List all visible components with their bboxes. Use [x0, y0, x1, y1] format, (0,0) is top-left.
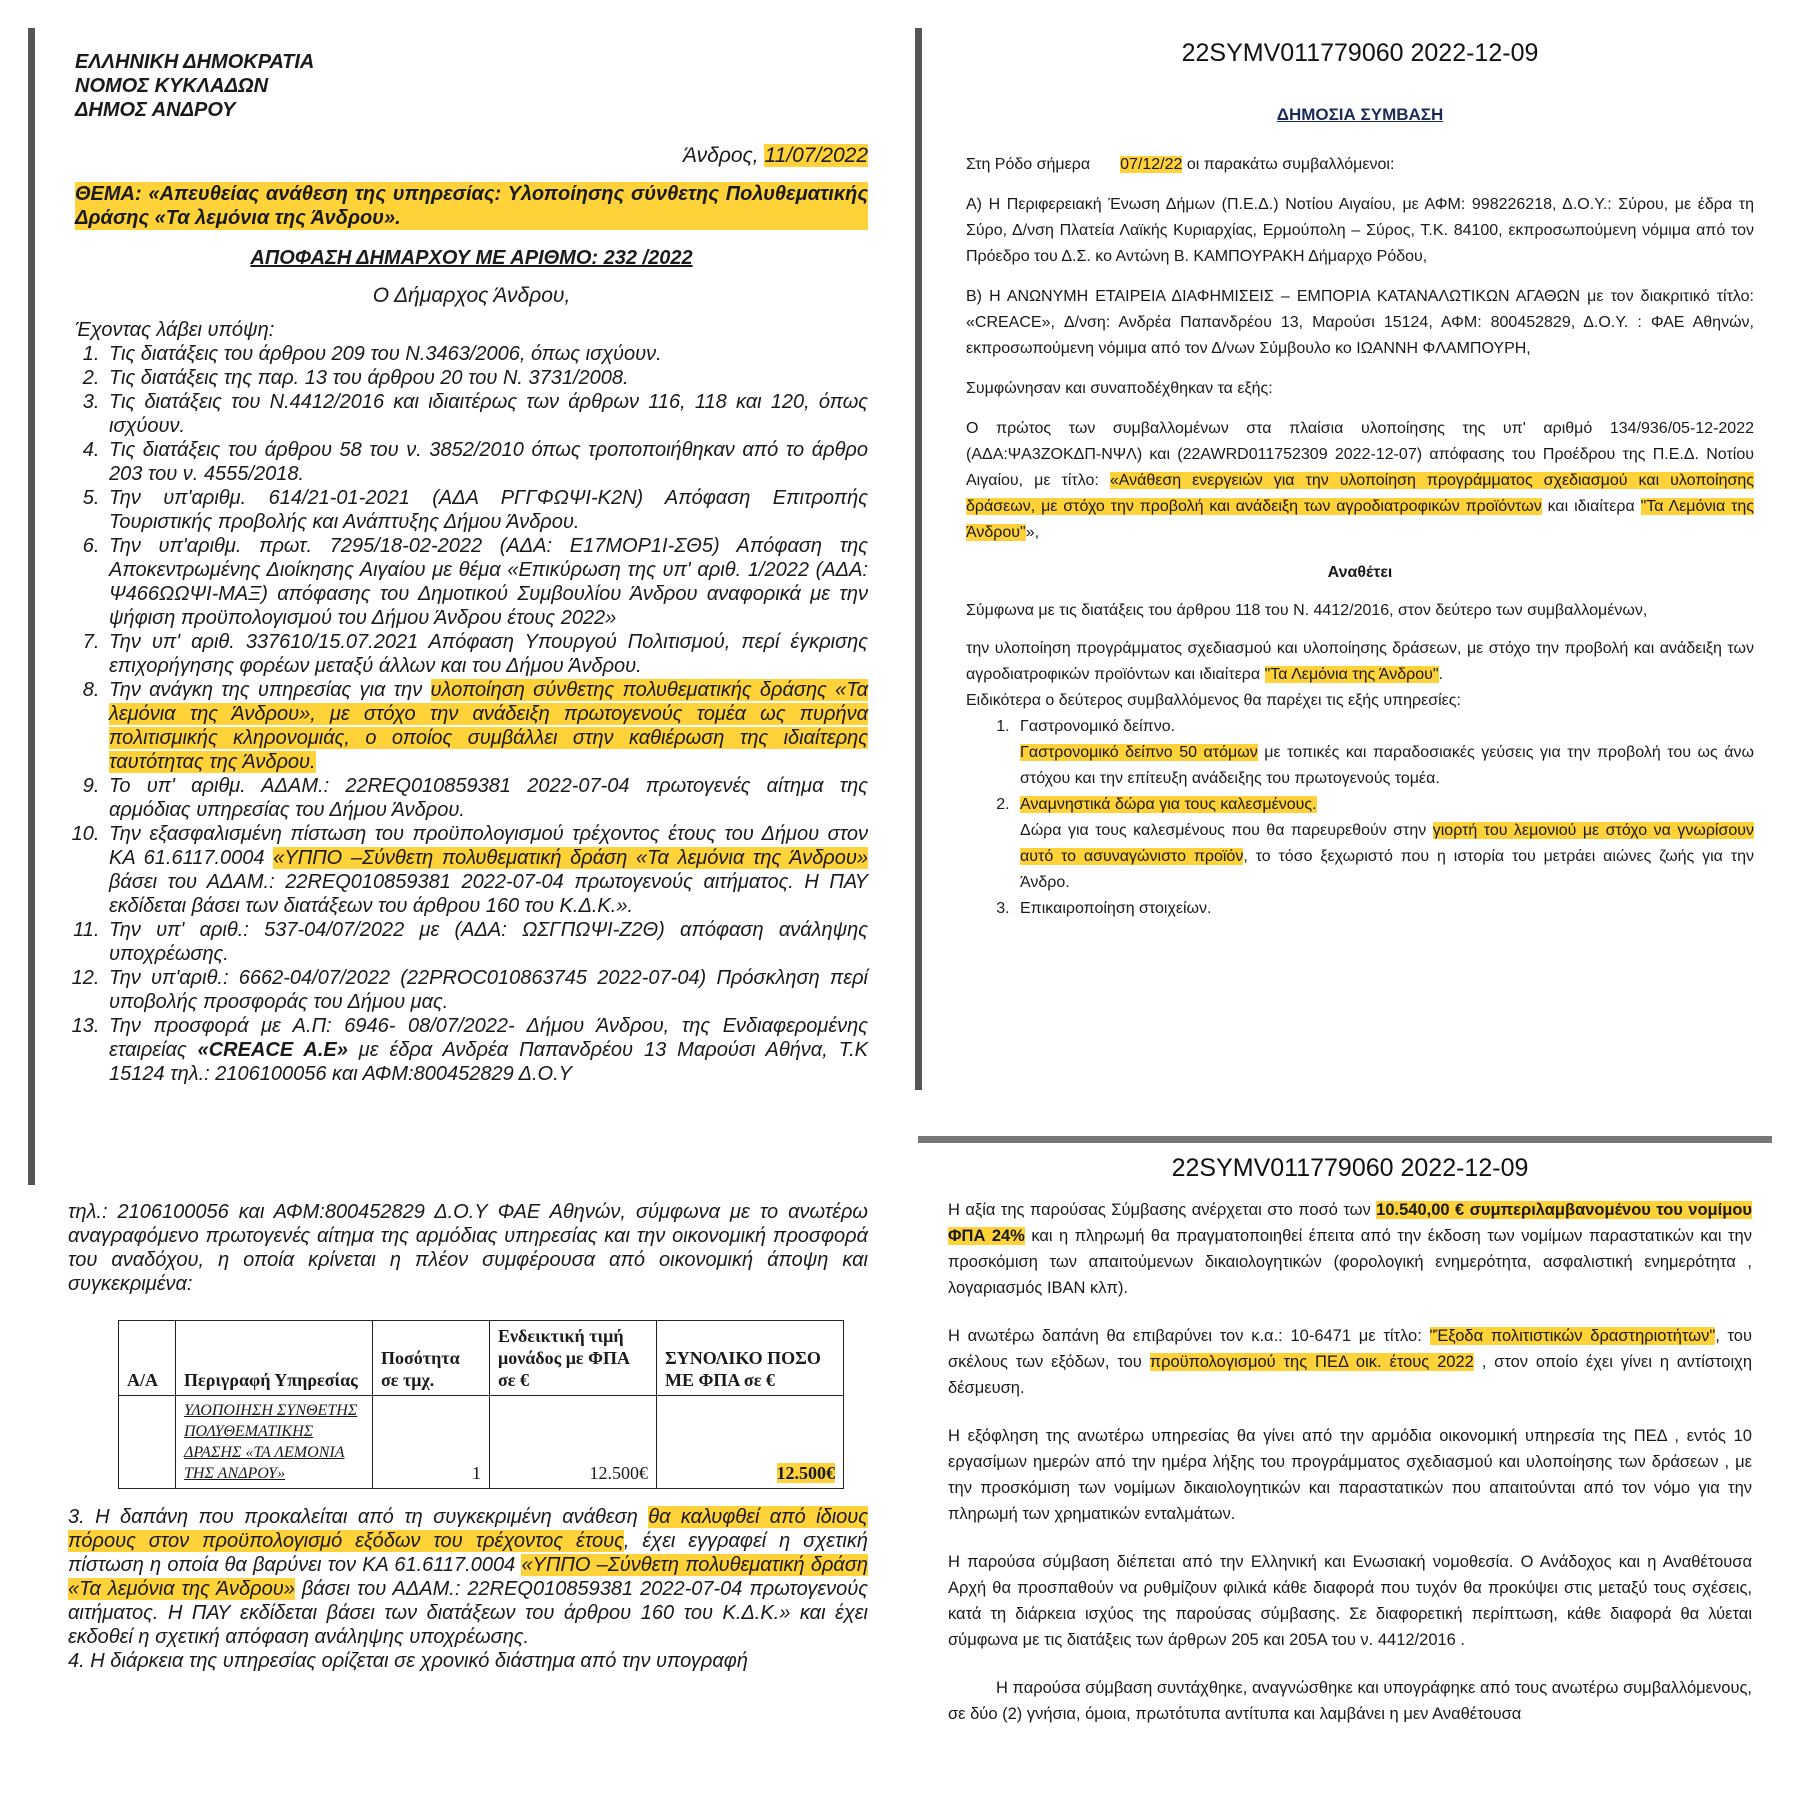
para-highlight: προϋπολογισμού της ΠΕΔ οικ. έτους 2022 [1149, 1353, 1474, 1371]
para-highlight: θα καλυφθεί από ίδιους πόρους στον προϋπολογισμό εξόδων του τρέχοντος έτους [68, 1506, 868, 1552]
para-text: με τοπικές και παραδοσιακές γεύσεις για την προβολή του ως άνω στόχου και την επίτευξη ανάδειξης του πρωτογενούς τομέα. [1020, 744, 1754, 787]
para-text: Δώρα για τους καλεσμένους που θα παρευρεθούν στην [1020, 822, 1433, 839]
item-text: Την ανάγκη της υπηρεσίας για την [109, 679, 431, 701]
para-text: και η πληρωμή θα πραγματοποιηθεί έπειτα από την έκδοση των νομίμων παραστατικών και την προσκόμιση των απαιτούμενων δικαιολογητικών (φορολογική ενημερότητα, ασφαλιστική ενημερότητα , λογαριασμός IBAN κλπ). [948, 1227, 1752, 1297]
party-a: Α) Η Περιφερειακή Ένωση Δήμων (Π.Ε.Δ.) Νοτίου Αιγαίου, με ΑΦΜ: 998226218, Δ.Ο.Υ.: Σύρου, με έδρα τη Σύρο, Δ/νση Πλατεία Λαϊκής Κυριαρχίας, Ερμούπολη – Σύρος, Τ.Κ. 84100, εκπροσωπούμενη νόμιμα από τον Πρόεδρο του Δ.Σ. κο Αντώνη Β. ΚΑΜΠΟΥΡΑΚΗ Δήμαρχο Ρόδου, [966, 196, 1754, 265]
offer-intro: τηλ.: 2106100056 και ΑΦΜ:800452829 Δ.Ο.Υ ΦΑΕ Αθηνών, σύμφωνα με το ανωτέρω αναγραφόμενο πρωτογενές αίτημα της αρμόδιας υπηρεσίας και την οικονομική προσφορά του αναδόχου, η οποία κρίνεται η πλέον συμφέρουσα από οικονομική άποψη και συγκεκριμένα: [68, 1201, 868, 1295]
implementation-paragraph [966, 636, 1754, 688]
party-b: Β) Η ΑΝΩΝΥΜΗ ΕΤΑΙΡΕΙΑ ΔΙΑΦΗΜΙΣΕΙΣ – ΕΜΠΟΡΙΑ ΚΑΤΑΝΑΛΩΤΙΚΩΝ ΑΓΑΘΩΝ με τον διακριτικό τίτλο: «CREACE», Δ/νση: Ανδρέα Παπανδρέου 13, Μαρούσι 15124, ΑΦΜ: 800452829, Δ.Ο.Υ. : ΦΑΕ Αθηνών, εκπροσωπούμενη νόμιμα από τον Δ/νων Σύμβουλο κο ΙΩΑΝΝΗ ΦΛΑΜΠΟΥΡΗ, [966, 288, 1754, 357]
place: Στη Ρόδο σήμερα [966, 156, 1091, 173]
item-highlight: υλοποίηση σύνθετης πολυθεματικής δράσης «Τα λεμόνια της Άνδρου», με στόχο την ανάδειξη πρωτογενούς τομέα ως πυρήνα πολιτισμικής κληρονομιάς, ο οποίος συμβάλλει στην καθιέρωση της ιδιαίτερης ταυτότητας της Άνδρου. [109, 679, 868, 773]
item-highlight: «ΥΠΠΟ –Σύνθετη πολυθεματική δράση «Τα λεμόνια της Άνδρου» [273, 847, 869, 869]
list-item [105, 678, 868, 774]
list-item [1014, 896, 1754, 922]
paragraph-4: 4. Η διάρκεια της υπηρεσίας ορίζεται σε χρονικό διάστημα από την υπογραφή [68, 1650, 748, 1672]
list-item: 9. Το υπ' αριθμ. ΑΔΑΜ.: 22REQ010859381 2022-07-04 πρωτογενές αίτημα της αρμόδιας υπηρεσίας του Δήμου Άνδρου. [105, 774, 868, 822]
cell-total [657, 1396, 844, 1489]
cell-description: ΥΛΟΠΟΙΗΣΗ ΣΥΝΘΕΤΗΣ ΠΟΛΥΘΕΜΑΤΙΚΗΣ ΔΡΑΣΗΣ «ΤΑ ΛΕΜΟΝΙΑ ΤΗΣ ΑΝΔΡΟΥ» [176, 1396, 373, 1489]
col-aa: Α/Α [119, 1321, 176, 1396]
decision-date: 11/07/2022 [764, 144, 868, 167]
list-item: 12. Την υπ'αριθ.: 6662-04/07/2022 (22PROC010863745 2022-07-04) Πρόσκληση περί υποβολής προσφοράς του Δήμου μας. [105, 966, 868, 1014]
list-item: 11. Την υπ' αριθ.: 537-04/07/2022 με (ΑΔΑ: ΩΣΓΠΩΨΙ-Ζ2Θ) απόφαση ανάληψης υποχρέωσης. [105, 918, 868, 966]
list-item [105, 1014, 868, 1086]
subject: ΘΕΜΑ: «Απευθείας ανάθεση της υπηρεσίας: Υλοποίησης σύνθετης Πολυθεματικής Δράσης «Τα λεμόνια της Άνδρου». [75, 183, 868, 229]
company-name: «CREACE A.E» [197, 1039, 348, 1061]
place-date [966, 152, 1754, 178]
paragraph-3 [68, 1505, 868, 1649]
contract-page-2 [918, 1136, 1772, 1776]
list-item: 5. Την υπ'αριθμ. 614/21-01-2021 (ΑΔΑ ΡΓΓΦΩΨΙ-Κ2Ν) Απόφαση Επιτροπής Τουριστικής προβολής και Ανάπτυξης Δήμου Άνδρου. [105, 486, 868, 534]
contract-title: ΔΗΜΟΣΙΑ ΣΥΜΒΑΣΗ [1276, 105, 1444, 124]
service-title: 3. Επικαιροποίηση στοιχείων. [1020, 900, 1212, 917]
para-highlight: «Ανάθεση ενεργειών για την υλοποίηση προγράμματος σχεδιασμού και υλοποίησης δράσεων, με στόχο την προβολή και ανάδειξη των αγροδιατροφικών προϊόντων [966, 472, 1754, 515]
list-item: 3. Τις διατάξεις του Ν.4412/2016 και ιδιαιτέρως των άρθρων 116, 118 και 120, όπως ισχύουν. [105, 390, 868, 438]
service-desc [1020, 740, 1754, 792]
para-highlight: "Τα Λεμόνια της Άνδρου" [1264, 666, 1439, 683]
table-row [119, 1396, 844, 1489]
list-item [1014, 792, 1754, 896]
col-description: Περιγραφή Υπηρεσίας [176, 1321, 373, 1396]
cell-aa [119, 1396, 176, 1489]
cell-unit-price: 12.500€ [490, 1396, 657, 1489]
total-amount: 12.500€ [776, 1463, 835, 1483]
para-text: Η ανωτέρω δαπάνη θα επιβαρύνει τον κ.α.: 10-6471 με τίτλο: [948, 1327, 1430, 1345]
item-text: Την προσφορά με Α.Π: 6946- 08/07/2022- Δήμου Άνδρου, της Ενδιαφερομένης εταιρείας [109, 1015, 868, 1061]
para-text: , έχει εγγραφεί η σχετική πίστωση η οποία θα βαρύνει τον ΚΑ 61.6117.0004 [68, 1530, 868, 1576]
contract-value: 10.540,00 € συμπεριλαμβανομένου του νομίμου ΦΠΑ 24% [948, 1201, 1752, 1245]
para-text: την υλοποίηση προγράμματος σχεδιασμού και υλοποίησης δράσεων, με στόχο την προβολή και ανάδειξη των αγροδιατροφικών προϊόντων και ιδιαίτερα [966, 640, 1754, 683]
decision-title: ΑΠΟΦΑΣΗ ΔΗΜΑΡΧΟΥ ΜΕ ΑΡΙΘΜΟ: 232 /2022 [250, 247, 693, 269]
specifically-line: Ειδικότερα ο δεύτερος συμβαλλόμενος θα παρέχει τις εξής υπηρεσίες: [966, 692, 1461, 709]
list-item: 7. Την υπ' αριθ. 337610/15.07.2021 Απόφαση Υπουργού Πολιτισμού, περί έγκρισης επιχορήγησης φορέων μεταξύ άλλων και του Δήμου Άνδρου. [105, 630, 868, 678]
para-highlight: "Τα Λεμόνια της Άνδρου" [966, 498, 1755, 541]
col-total: ΣΥΝΟΛΙΚΟ ΠΟΣΟ ΜΕ ΦΠΑ σε € [657, 1321, 844, 1396]
agreed-line: Συμφώνησαν και συναποδέχθηκαν τα εξής: [966, 380, 1273, 397]
para-text: Η αξία της παρούσας Σύμβασης ανέρχεται στο ποσό των [948, 1201, 1377, 1219]
place: Άνδρος, [683, 144, 759, 167]
issuer-line: ΝΟΜΟΣ ΚΥΚΛΑΔΩΝ [75, 75, 269, 97]
cell-quantity: 1 [373, 1396, 490, 1489]
service-title: 1. Γαστρονομικό δείπνο. [1020, 718, 1176, 735]
expense-paragraph [948, 1323, 1752, 1401]
item-text: με έδρα Ανδρέα Παπανδρέου 13 Μαρούσι Αθήνα, Τ.Κ 15124 τηλ.: 2106100056 και ΑΦΜ:800452829 Δ.Ο.Υ [109, 1039, 869, 1085]
para-text: . [1438, 666, 1443, 683]
item-text: Την εξασφαλισμένη πίστωση του προϋπολογισμού τρέχοντος έτους του Δήμου στον ΚΑ 61.6117.0004 [109, 823, 868, 869]
place-text: οι παρακάτω συμβαλλόμενοι: [1182, 156, 1395, 173]
contract-page-1 [915, 28, 1772, 1090]
considering-label: Έχοντας λάβει υπόψη: [75, 319, 275, 341]
contract-id: 22SYMV011779060 2022-12-09 [1171, 1154, 1529, 1182]
assigns-heading: Αναθέτει [1327, 564, 1393, 581]
value-paragraph [948, 1197, 1752, 1301]
contract-date: 07/12/22 [1120, 156, 1183, 173]
issuer-header [75, 50, 868, 122]
law-paragraph: Η παρούσα σύμβαση διέπεται από την Ελληνική και Ενωσιακή νομοθεσία. Ο Ανάδοχος και η Αναθέτουσα Αρχή θα προσπαθούν να ρυθμίζουν φιλικά κάθε διαφορά που τυχόν θα προκύψει στις μεταξύ τους σχέσεις, κατά τη διάρκεια ισχύος της παρούσας σύμβασης. Σε διαφορετική περίπτωση, κάθε διαφορά θα λύεται σύμφωνα με τις διατάξεις των άρθρων 205 και 205Α του ν. 4412/2016 . [948, 1553, 1752, 1649]
list-item [105, 822, 868, 918]
decision-page-2 [28, 1192, 884, 1774]
para-text: », [1025, 524, 1040, 541]
list-item: 6. Την υπ'αριθμ. πρωτ. 7295/18-02-2022 (ΑΔΑ: Ε17ΜΟΡ1Ι-ΣΘ5) Απόφαση της Αποκεντρωμένης Διοίκησης Αιγαίου με θέμα «Επικύρωση της υπ' αριθ. 1/2022 (ΑΔΑ: Ψ466ΩΩΨΙ-ΜΑΞ) απόφασης του Δημοτικού Συμβουλίου Άνδρου αναφορικά με την ψήφιση προϋπολογισμού του Δήμου Άνδρου έτους 2022» [105, 534, 868, 630]
para-text: 3. Η δαπάνη που προκαλείται από τη συγκεκριμένη ανάθεση [68, 1506, 649, 1528]
closing-paragraph: Η παρούσα σύμβαση συντάχθηκε, αναγνώσθηκε και υπογράφηκε από τους ανωτέρω συμβαλλόμενους, σε δύο (2) γνήσια, όμοια, πρωτότυπα αντίτυπα και λαμβάνει η μεν Αναθέτουσα [948, 1679, 1752, 1723]
considerations-list [75, 342, 868, 1086]
para-highlight: "Έξοδα πολιτιστικών δραστηριοτήτων" [1429, 1327, 1716, 1345]
para-highlight: «ΥΠΠΟ –Σύνθετη πολυθεματική δράση «Τα λεμόνια της Άνδρου» [68, 1554, 869, 1600]
list-item: 1. Τις διατάξεις του άρθρου 209 του Ν.3463/2006, όπως ισχύουν. [105, 342, 868, 366]
para-text: Ο πρώτος των συμβαλλομένων στα πλαίσια υλοποίησης της υπ' αριθμό 134/936/05-12-2022 (ΑΔΑ:ΨΑ3ΖΟΚΔΠ-ΝΨΛ) και (22AWRD011752309 2022-12-07) απόφασης του Προέδρου της Π.Ε.Δ. Νοτίου Αιγαίου, με τίτλο: [966, 420, 1754, 489]
mayor-line: Ο Δήμαρχος Άνδρου, [372, 284, 571, 307]
service-title-text: Αναμνηστικά δώρα για τους καλεσμένους. [1020, 796, 1317, 813]
place-date [75, 144, 868, 168]
issuer-line: ΔΗΜΟΣ ΑΝΔΡΟΥ [75, 99, 236, 121]
table-header-row [119, 1321, 844, 1396]
list-item: 2. Τις διατάξεις της παρ. 13 του άρθρου 20 του Ν. 3731/2008. [105, 366, 868, 390]
according-line: Σύμφωνα με τις διατάξεις του άρθρου 118 του Ν. 4412/2016, στον δεύτερο των συμβαλλομένων, [966, 602, 1648, 619]
payment-paragraph: Η εξόφληση της ανωτέρω υπηρεσίας θα γίνει από την αρμόδια οικονομική υπηρεσία της ΠΕΔ , εντός 10 εργασίμων ημερών από την ημέρα λήξης του προγράμματος σχεδιασμού και υλοποίησης των δράσεων , με την προσκόμιση των νομίμων δικαιολογητικών και παραστατικών που απαιτούνται από τον νόμο για την πληρωμή των χρηματικών ενταλμάτων. [948, 1427, 1752, 1523]
col-quantity: Ποσότητα σε τμχ. [373, 1321, 490, 1396]
para-text: , το τόσο ξεχωριστό που η ιστορία του μετράει αιώνες ζωής για την Άνδρο. [1020, 848, 1755, 891]
decision-page-1 [28, 28, 884, 1185]
para-text: , στον οποίο έχει γίνει η αντίστοιχη δέσμευση. [948, 1353, 1753, 1397]
service-title [1020, 792, 1754, 818]
list-item [1014, 714, 1754, 792]
first-party-paragraph [966, 416, 1754, 546]
service-table [118, 1320, 844, 1489]
service-desc [1020, 818, 1754, 896]
col-unit-price: Ενδεικτική τιμή μονάδος με ΦΠΑ σε € [490, 1321, 657, 1396]
issuer-line: ΕΛΛΗΝΙΚΗ ΔΗΜΟΚΡΑΤΙΑ [75, 51, 315, 73]
para-text: και ιδιαίτερα [1541, 498, 1641, 515]
contract-id: 22SYMV011779060 2022-12-09 [1181, 39, 1539, 67]
para-text: , του σκέλους των εξόδων, του [948, 1327, 1753, 1371]
para-highlight: γιορτή του λεμονιού με στόχο να γνωρίσουν αυτό το ασυναγώνιστο προϊόν [1020, 822, 1755, 865]
list-item: 4. Τις διατάξεις του άρθρου 58 του ν. 3852/2010 όπως τροποποιήθηκαν από το άρθρο 203 του ν. 4555/2018. [105, 438, 868, 486]
para-text: βάσει του ΑΔΑΜ.: 22REQ010859381 2022-07-04 πρωτογενούς αιτήματος. Η ΠΑΥ εκδίδεται βάσει των διατάξεων του άρθρου 160 του Κ.Δ.Κ.» και έχει εκδοθεί η σχετική απόφαση ανάληψης υποχρέωσης. [68, 1578, 868, 1648]
para-highlight: Γαστρονομικό δείπνο 50 ατόμων [1020, 744, 1258, 761]
item-text: βάσει του ΑΔΑΜ.: 22REQ010859381 2022-07-04 πρωτογενούς αιτήματος. Η ΠΑΥ εκδίδεται βάσει των διατάξεων του άρθρου 160 του Κ.Δ.Κ.». [109, 871, 868, 917]
services-list [966, 714, 1754, 922]
